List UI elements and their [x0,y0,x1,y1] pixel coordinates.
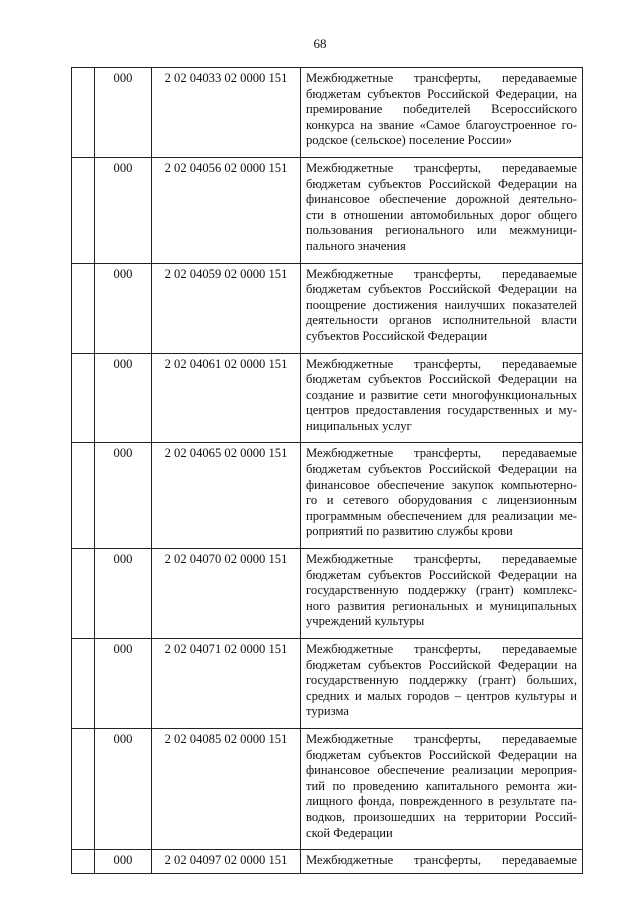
table-row [72,850,583,874]
kbk-code-cell: 2 02 04070 02 0000 151 [152,549,301,639]
description-line: конкурса на звание «Самое благоустроенное го- [306,117,577,132]
description-cell [301,639,583,729]
description-line: ской Федерации [306,825,393,840]
table-row [72,639,583,729]
description-line: центров предоставления государственных и му- [306,403,577,418]
budget-classification-table [71,67,583,874]
table-row [72,68,583,158]
description-line: ного развития региональных и муниципальных [306,598,577,613]
description-line: бюджетам субъектов Российской Федерации на [306,282,577,297]
description-line: Межбюджетные трансферты, передаваемые [306,356,577,371]
description-line: бюджетам субъектов Российской Федерации на [306,747,577,762]
description-cell [301,68,583,158]
kbk-code-cell: 2 02 04085 02 0000 151 [152,728,301,849]
admin-code-cell: 000 [95,68,152,158]
admin-code-cell: 000 [95,263,152,353]
description-line: роприятий по развитию службы крови [306,524,513,539]
admin-code-cell: 000 [95,443,152,549]
blank-cell [72,157,95,263]
description-line: финансовое обеспечение реализации мероприя- [306,763,577,778]
kbk-code-cell: 2 02 04061 02 0000 151 [152,353,301,443]
description-cell [301,353,583,443]
description-cell [301,549,583,639]
description-cell [301,157,583,263]
admin-code-cell: 000 [95,639,152,729]
blank-cell [72,549,95,639]
description-line: программным обеспечением для реализации ме- [306,508,577,523]
table-row [72,443,583,549]
description-line: средних и малых городов – центров культуры и [306,688,577,703]
blank-cell [72,850,95,874]
description-line: бюджетам субъектов Российской Федерации на [306,176,577,191]
admin-code-cell: 000 [95,850,152,874]
description-line: субъектов Российской Федерации [306,328,488,343]
blank-cell [72,639,95,729]
table-row [72,263,583,353]
kbk-code-cell: 2 02 04065 02 0000 151 [152,443,301,549]
blank-cell [72,443,95,549]
kbk-code-cell: 2 02 04097 02 0000 151 [152,850,301,874]
admin-code-cell: 000 [95,549,152,639]
description-line: Межбюджетные трансферты, передаваемые [306,642,577,656]
description-line: сти в отношении автомобильных дорог общего [306,207,577,222]
kbk-code-cell: 2 02 04071 02 0000 151 [152,639,301,729]
blank-cell [72,68,95,158]
blank-cell [72,263,95,353]
description-line: государственную поддержку (грант) комплекс- [306,583,577,598]
table-row [72,353,583,443]
description-line: Межбюджетные трансферты, передаваемые [306,853,577,868]
description-line: деятельности органов исполнительной власти [306,313,577,328]
page-number: 68 [313,36,327,51]
description-line: бюджетам субъектов Российской Федерации на [306,657,577,672]
description-line: бюджетам субъектов Российской Федерации на [306,372,577,387]
description-line: Межбюджетные трансферты, передаваемые [306,266,577,281]
description-line: Межбюджетные трансферты, передаваемые [306,71,577,85]
description-line: водков, произошедших на территории Россий- [306,809,577,824]
description-line: поощрение достижения наилучших показателей [306,297,577,312]
kbk-code-cell: 2 02 04059 02 0000 151 [152,263,301,353]
description-line: Межбюджетные трансферты, передаваемые [306,552,577,567]
description-cell [301,728,583,849]
table-row [72,728,583,849]
description-line: премирование победителей Всероссийского [306,102,577,117]
description-line: родское (сельское) поселение России» [306,133,512,148]
table-row [72,157,583,263]
description-line: бюджетам субъектов Российской Федерации, на [306,86,577,101]
admin-code-cell: 000 [95,728,152,849]
blank-cell [72,353,95,443]
description-line: пального значения [306,238,406,253]
blank-cell [72,728,95,849]
description-line: государственную поддержку (грант) больших, [306,673,577,688]
description-cell [301,443,583,549]
description-line: учреждений культуры [306,614,425,629]
description-line: Межбюджетные трансферты, передаваемые [306,160,577,175]
admin-code-cell: 000 [95,353,152,443]
description-line: пользования регионального или межмуници- [306,223,577,238]
description-line: Межбюджетные трансферты, передаваемые [306,731,577,746]
table-row [72,549,583,639]
description-cell [301,850,583,874]
description-line: бюджетам субъектов Российской Федерации на [306,567,577,582]
description-line: тий по проведению капитального ремонта жи- [306,778,577,793]
description-line: лищного фонда, поврежденного в результате па- [306,794,577,809]
description-line: создание и развитие сети многофункциональных [306,387,577,402]
description-line: ниципальных услуг [306,418,412,433]
description-line: финансовое обеспечение дорожной деятельно- [306,192,577,207]
kbk-code-cell: 2 02 04056 02 0000 151 [152,157,301,263]
description-line: бюджетам субъектов Российской Федерации на [306,462,577,477]
description-line: туризма [306,704,349,719]
description-cell [301,263,583,353]
description-line: финансовое обеспечение закупок компьютерно- [306,477,577,492]
table-body [72,68,583,874]
description-line: го и сетевого оборудования с лицензионным [306,493,577,508]
admin-code-cell: 000 [95,157,152,263]
description-line: Межбюджетные трансферты, передаваемые [306,446,577,461]
kbk-code-cell: 2 02 04033 02 0000 151 [152,68,301,158]
